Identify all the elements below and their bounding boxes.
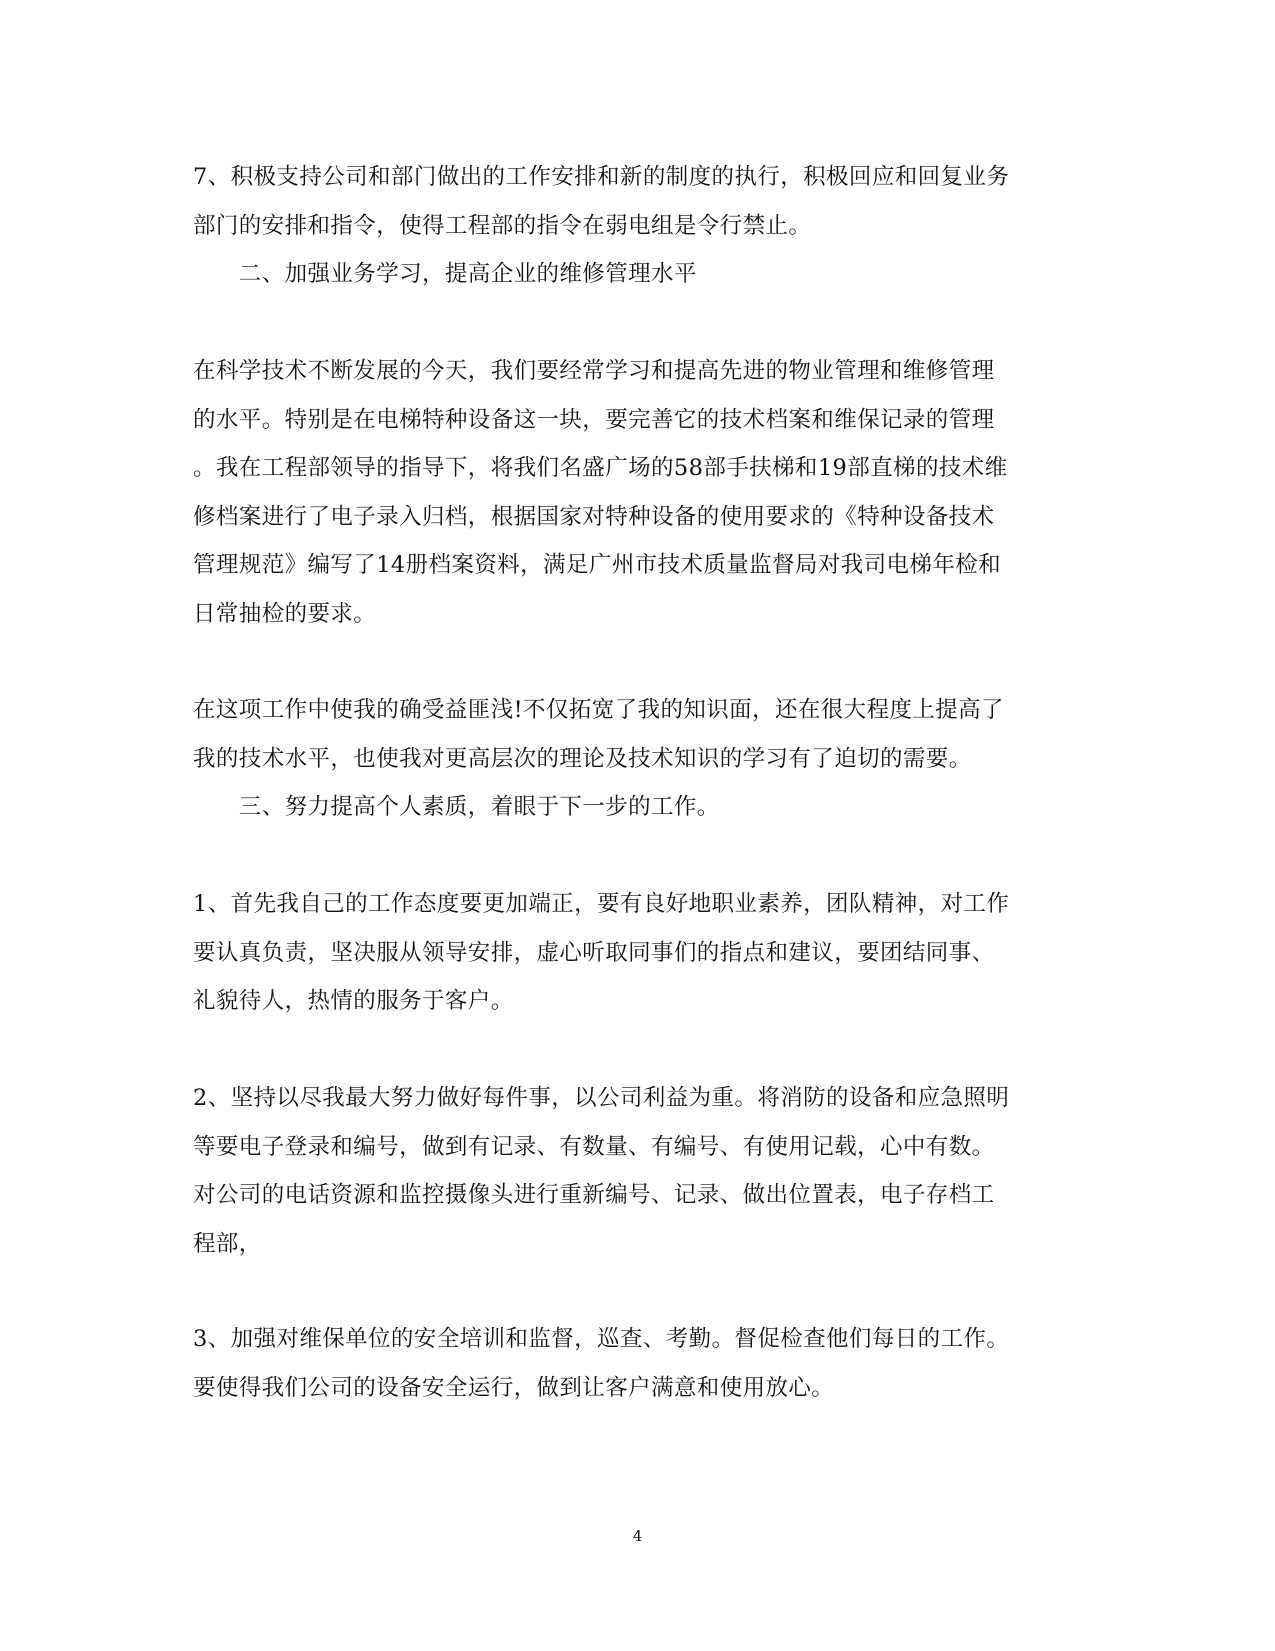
- text-line: 2、坚持以尽我最大努力做好每件事，以公司利益为重。将消防的设备和应急照明: [193, 1085, 1010, 1111]
- paragraph-benefit: [193, 686, 1088, 832]
- paragraph-item-1: [193, 880, 1088, 1026]
- text-line: 1、首先我自己的工作态度要更加端正，要有良好地职业素养，团队精神，对工作: [193, 891, 1010, 917]
- text-line: 礼貌待人，热情的服务于客户。: [193, 988, 514, 1014]
- text-line: 我的技术水平，也使我对更高层次的理论及技术知识的学习有了迫切的需要。: [193, 745, 972, 772]
- text-line: 7、积极支持公司和部门做出的工作安排和新的制度的执行，积极回应和回复业务: [193, 164, 1010, 190]
- text-line: 要认真负责，坚决服从领导安排，虚心听取同事们的指点和建议，要团结同事、: [193, 939, 995, 966]
- text-line: 在科学技术不断发展的今天，我们要经常学习和提高先进的物业管理和维修管理: [193, 358, 995, 384]
- text-line: 修档案进行了电子录入归档，根据国家对特种设备的使用要求的《特种设备技术: [193, 503, 995, 530]
- page-number: 4: [632, 1527, 643, 1545]
- text-line: 等要电子登录和编号，做到有记录、有数量、有编号、有使用记载，心中有数。: [193, 1133, 995, 1160]
- text-line: 程部，: [193, 1230, 262, 1257]
- text-line: 在这项工作中使我的确受益匪浅!不仅拓宽了我的知识面，还在很大程度上提高了: [193, 697, 1004, 723]
- paragraph-item-7: [193, 153, 1088, 299]
- paragraph-item-2: [193, 1074, 1088, 1268]
- text-line: 对公司的电话资源和监控摄像头进行重新编号、记录、做出位置表，电子存档工: [193, 1182, 995, 1208]
- text-line: 。我在工程部领导的指导下，将我们名盛广场的58部手扶梯和19部直梯的技术维: [193, 455, 1008, 481]
- text-line: 的水平。特别是在电梯特种设备这一块，要完善它的技术档案和维保记录的管理: [193, 406, 995, 433]
- text-line: 要使得我们公司的设备安全运行，做到让客户满意和使用放心。: [193, 1374, 835, 1401]
- section-heading-2: 二、加强业务学习，提高企业的维修管理水平: [193, 261, 697, 287]
- paragraph-item-3: [193, 1315, 1088, 1412]
- text-line: 管理规范》编写了14册档案资料，满足广州市技术质量监督局对我司电梯年检和: [193, 552, 1002, 578]
- paragraph-study: [193, 347, 1088, 638]
- text-line: 3、加强对维保单位的安全培训和监督，巡查、考勤。督促检查他们每日的工作。: [193, 1326, 1010, 1352]
- text-line: 日常抽检的要求。: [193, 600, 377, 627]
- text-line: 部门的安排和指令，使得工程部的指令在弱电组是令行禁止。: [193, 212, 812, 239]
- section-heading-3: 三、努力提高个人素质，着眼于下一步的工作。: [193, 794, 720, 820]
